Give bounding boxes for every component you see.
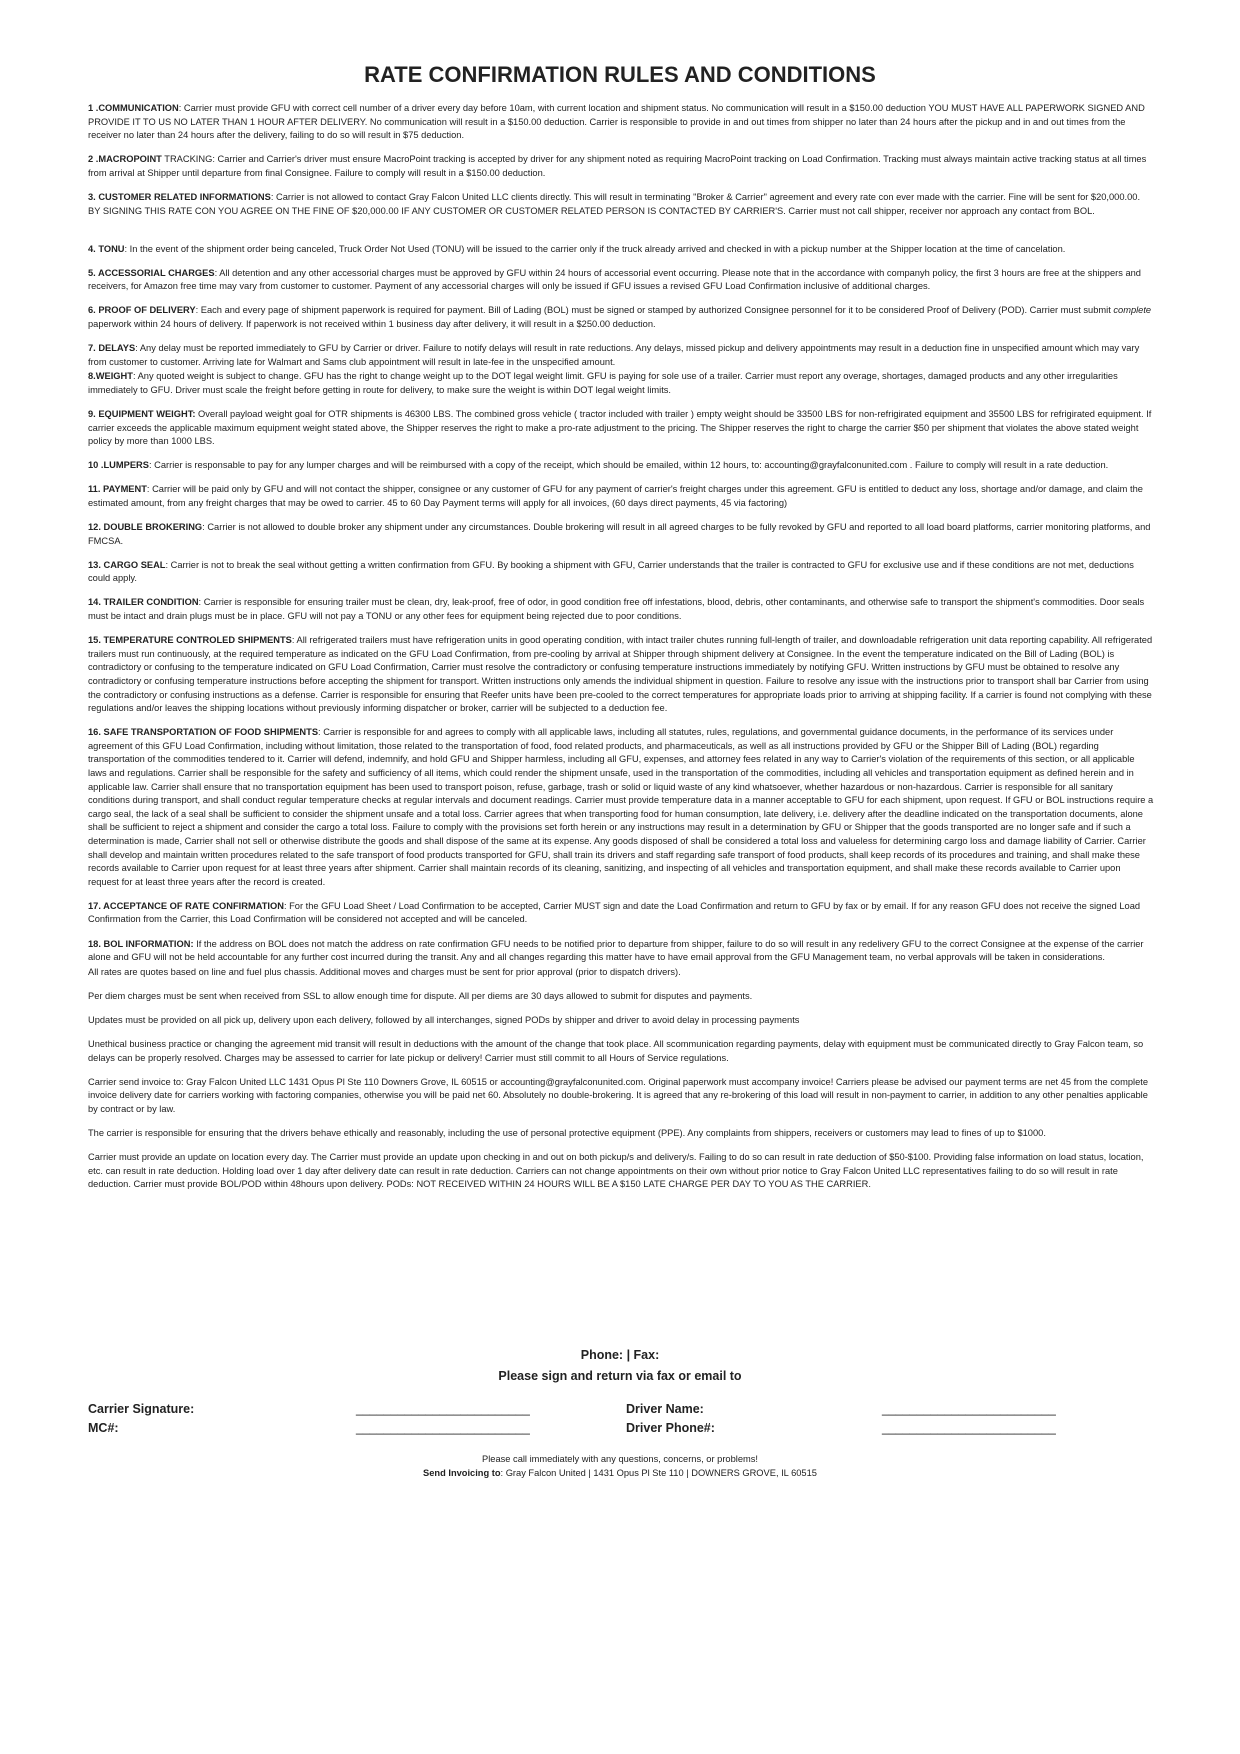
section-temperature-controlled: [88, 634, 1154, 716]
mc-label: MC#:: [88, 1421, 119, 1435]
paragraph-unethical-practice: Unethical business practice or changing the agreement mid transit will result in deductions with the amount of the change that took place. All scommunication regarding payments, delay with equipment must be communicated directly to Gray Falcon team, so delays can be properly resolved. Charges may be assessed to carrier for late pickup or delivery! Carrier must still commit to all Hours of Service regulations.: [88, 1038, 1144, 1063]
signature-block: [88, 1400, 1088, 1438]
section-text-italic: complete: [1113, 305, 1152, 316]
phone-fax: Phone: | Fax:: [580, 1348, 660, 1362]
section-heading: 18. BOL INFORMATION:: [88, 938, 194, 949]
section-heading: 2 .MACROPOINT: [88, 154, 162, 165]
page-title: RATE CONFIRMATION RULES AND CONDITIONS: [364, 62, 876, 87]
section-text: If the address on BOL does not match the address on rate confirmation GFU needs to be notified prior to departure from shipper, failure to do so will result in any redelivery GFU to the correct Consignee at the expense of the carrier alone and GFU will not be held accountable for any further cost incurred during the transit. Any and all changes regarding this matter have to have email approval from the GFU Management team, no verbal approvals will be taken in considerations.: [88, 938, 1144, 963]
section-text: : In the event of the shipment order being canceled, Truck Order Not Used (TONU) will be issued to the carrier only if the truck already arrived and checked in with a pickup number at the Shipper location at the time of cancelation.: [124, 243, 1066, 254]
section-text: : For the GFU Load Sheet / Load Confirmation to be accepted, Carrier MUST sign and date the Load Confirmation and return to GFU by fax or by email. If for any reason GFU does not receive the signed Load Confirmation from the Carrier, this Load Confirmation will be considered not accepted and will be canceled.: [88, 900, 1141, 925]
section-text: TRACKING: Carrier and Carrier's driver must ensure MacroPoint tracking is accepted by driver for any shipment noted as requiring MacroPoint tracking on Load Confirmation. Tracking must always maintain active tracking status at all times from arrival at Shipper until departure from final Consignee. Failure to comply will result in a $150.00 deduction.: [88, 154, 1147, 178]
driver-name-label: Driver Name:: [626, 1402, 704, 1416]
section-heading: 14. TRAILER CONDITION: [88, 597, 199, 608]
section-heading: 17. ACCEPTANCE OF RATE CONFIRMATION: [88, 900, 284, 911]
section-heading: 11. PAYMENT: [88, 484, 147, 495]
section-heading: 1 .COMMUNICATION: [88, 103, 179, 113]
section-equipment-weight: [88, 408, 1154, 449]
carrier-signature-label: Carrier Signature:: [88, 1402, 195, 1416]
section-text: paperwork within 24 hours of delivery. If paperwork is not received within 1 business day after delivery, it will result in a $250.00 deduction.: [88, 319, 656, 330]
invoicing-address: : Gray Falcon United | 1431 Opus Pl Ste 110 | DOWNERS GROVE, IL 60515: [500, 1468, 817, 1478]
invoicing-line: [0, 1466, 1240, 1480]
section-text: : Carrier is not allowed to double broker any shipment under any circumstances. Double brokering will result in all agreed charges to be fully revoked by GFU and reported to all load board platforms, carrier monitoring platforms, and FMCSA.: [88, 522, 1151, 546]
driver-phone-line[interactable]: _________________________: [882, 1421, 1056, 1435]
section-text: : Any delay must be reported immediately to GFU by Carrier or driver. Failure to notify delays will result in rate reductions. Any delays, missed pickup and delivery appointments may result in a deduction fine in unspecified amount which may vary from customer to customer. Arriving late for Walmart and Sams club appointment will result in late-fee in the unspecified amount.: [88, 343, 1140, 367]
mc-line[interactable]: _________________________: [356, 1421, 530, 1435]
signature-row: [88, 1419, 1088, 1438]
section-text: : Carrier must provide GFU with correct cell number of a driver every day before 10am, with current location and shipment status. No communication will result in a $150.00 deduction YOU MUST HAVE ALL PAPERWORK SIGNED AND PROVIDE IT TO US NO LATER THAN 1 HOUR AFTER DELIVERY. No communication will result in a $150.00 deduction. Carrier is responsible to provide in and out times from shipper no later than 24 hours after the pickup and in and out times from the receiver no later than 24 hours after the delivery, failing to do so will result in $75 deduction.: [88, 103, 1145, 141]
carrier-signature-line[interactable]: _________________________: [356, 1402, 530, 1416]
footer: [0, 1452, 1240, 1480]
section-text: : Carrier will be paid only by GFU and will not contact the shipper, consignee or any customer of GFU for any payment of carrier's freight charges under this agreement. GFU is entitled to deduct any loss, shortage and/or damage, and claim the estimated amount, from any freight charges that may be owed to carrier. 45 to 60 Day Payment terms will apply for all invoices, (60 days direct payments, 45 via factoring): [88, 484, 1143, 508]
section-text: : Carrier is responsable to pay for any lumper charges and will be reimbursed with a copy of the receipt, which should be emailed, within 12 hours, to: accounting@grayfalconunited.com . Failure to comply will result in a rate deduction.: [148, 460, 1109, 471]
section-bol-information: [88, 938, 1154, 965]
section-double-brokering: [88, 521, 1154, 548]
section-text: : Each and every page of shipment paperwork is required for payment. Bill of Lading (BOL) must be signed or stamped by authorized Consignee personnel for it to be considered Proof of Delivery (POD). Carrier must submit: [195, 305, 1114, 316]
invoicing-label: Send Invoicing to: [423, 1468, 501, 1478]
return-note: Please sign and return via fax or email to: [498, 1369, 742, 1383]
section-acceptance: [88, 900, 1154, 927]
section-heading: 8.WEIGHT: [88, 371, 133, 382]
section-heading: 13. CARGO SEAL: [88, 559, 166, 570]
section-tonu: [88, 243, 1154, 257]
signature-row: [88, 1400, 1088, 1419]
section-text: : All detention and any other accessorial charges must be approved by GFU within 24 hours of accessorial event occurring. Please note that in the accordance with companyh policy, the first 3 hours are free at the shippers and receivers, for Amazon free time may vary from customer to customer. Payment of any accessorial charges will only be issued if GFU issues a revised GFU Load Confirmation inclusive of additional charges.: [88, 267, 1141, 292]
section-text: : Carrier is not allowed to contact Gray Falcon United LLC clients directly. This will result in terminating "Broker & Carrier" agreement and every rate con ever made with the carrier. Fine will be sent for $20,000.00. BY SIGNING THIS RATE CON YOU AGREE ON THE FINE OF $20,000.00 IF ANY CUSTOMER OR CUSTOMER RELATED PERSON IS CONTACTED BY CARRIER'S. Carrier must not call shipper, receiver nor approach any contact from BOL.: [88, 191, 1141, 216]
section-text: Overall payload weight goal for OTR shipments is 46300 LBS. The combined gross vehicle ( tractor included with trailer ) empty weight should be 33500 LBS for non-refrigirated equipment and 35500 LBS for refrigirated equipment. If carrier exceeds the applicable maximum equipment weight stated above, the Shipper reserves the right to make a pro-rate adjustment to the pricing. The Shipper reserves the right to charge the carrier $50 per shipment that violates the above stated weight policy by more than 1000 LBS.: [88, 409, 1152, 447]
section-heading: 10 .LUMPERS: [88, 460, 149, 471]
paragraph-invoice: Carrier send invoice to: Gray Falcon United LLC 1431 Opus Pl Ste 110 Downers Grove, IL 60515 or accounting@grayfalconunited.com. Original paperwork must accompany invoice! Carriers please be advised our payment terms are net 45 from the complete invoice delivery date for carriers working with factoring companies, otherwise you will be paid net 60. Absolutely no double-brokering. It is agreed that any re-brokering of this load will result in non-payment to carrier, in addition to any other penalties applicable by contract or by law.: [88, 1076, 1148, 1114]
section-heading: 16. SAFE TRANSPORTATION OF FOOD SHIPMENTS: [88, 727, 319, 738]
section-weight: [88, 370, 1154, 397]
section-text: : All refrigerated trailers must have refrigeration units in good operating condition, with intact trailer chutes running full-length of trailer, and downloadable refrigeration unit data reporting capability. All refrigerated trailers must run continuously, at the required temperature as indicated on the GFU Load Confirmation, from pre-cooling by arrival at Shipper through shipment delivery at Consignee. In the event the temperature indicated on the Bill of Lading (BOL) is contradictory or confusing to the temperature indicated on GFU Load Confirmation, Carrier must resolve the contradictory or confusing temperature instructions immediately by notifying GFU. Written instructions by GFU must be obtained to resolve any contradictory or confusing temperature instructions before accepting the shipment for transport. Written instructions only amends the individual shipment in question. Failure to resolve any issue with the instructions prior to transport shall bar Carrier from using the contradictory or confusing instructions as a defense. Carrier is responsible for ensuring that Reefer units have been pre-cooled to the correct temperatures for appropriate loads prior to arriving at shipping facility. If a carrier is found not complying with these regulations and/or leaves the shipping locations without previously informing dispatcher or broker, carrier will be subjected to a deduction fee.: [88, 635, 1153, 714]
section-heading: 15. TEMPERATURE CONTROLED SHIPMENTS: [88, 635, 292, 646]
paragraph-updates: Updates must be provided on all pick up, delivery upon each delivery, followed by all interchanges, signed PODs by shipper and driver to avoid delay in processing payments: [88, 1014, 800, 1025]
section-proof-of-delivery: [88, 304, 1154, 331]
section-heading: 5. ACCESSORIAL CHARGES: [88, 267, 215, 278]
section-delays: [88, 342, 1154, 369]
section-payment: [88, 483, 1154, 510]
section-heading: 7. DELAYS: [88, 343, 136, 354]
section-trailer-condition: [88, 596, 1154, 623]
contact-block: [0, 1345, 1240, 1387]
section-food-safety: [88, 726, 1154, 889]
section-macropoint: [88, 153, 1154, 180]
section-cargo-seal: [88, 559, 1154, 586]
section-heading: 3. CUSTOMER RELATED INFORMATIONS: [88, 191, 271, 202]
section-lumpers: [88, 459, 1154, 473]
section-communication: [88, 102, 1154, 143]
paragraph-ppe: The carrier is responsible for ensuring that the drivers behave ethically and reasonably, including the use of personal protective equipment (PPE). Any complaints from shippers, receivers or customers may lead to fines of up to $1000.: [88, 1127, 1046, 1138]
section-heading: 4. TONU: [88, 243, 125, 254]
section-heading: 6. PROOF OF DELIVERY: [88, 305, 196, 316]
section-accessorial: [88, 267, 1154, 294]
section-text: : Carrier is responsible for and agrees to comply with all applicable laws, including all statutes, rules, regulations, and governmental guidance documents, in the performance of its services under agreement of this GFU Load Confirmation, including without limitation, those related to the transportation of food, food related products, and pharmaceuticals, as well as all instructions provided by GFU or the Shipper Bill of Lading (BOL) regarding transportation of the commodities tendered to it. Carrier will defend, indemnify, and hold GFU and Shipper harmless, including all GFU, expenses, and attorney fees related in any way to Carrier's violation of the requirements of this section, or all applicable laws and regulations. Carrier shall be responsible for the safety and sufficiency of all items, which could render the shipment unsafe, used in the transportation of the commodities, including all vehicles and transportation equipment as defined herein and in applicable law. Carrier shall ensure that no transportation equipment has been used to transport poison, refuse, garbage, trash or solid or liquid waste of any kind whatsoever, whether hazardous or non-hazardous. Carrier is responsible for all sanitary conditions during transport, and shall conduct regular temperature checks at regular intervals and document readings. Carrier must provide temperature data in a manner acceptable to GFU for each shipment, upon request. If GFU or BOL instructions require a cargo seal, the lack of a seal shall be sufficient to consider the shipment unsafe and a total loss. Carrier agrees that when transporting food for human consumption, late delivery, i.e. delivery after the deadline indicated on the transportation documents, alone shall be sufficient to reject a shipment and consider the cargo a total loss. Failure to comply with the provisions set forth herein or any instructions may result in a determination by GFU or Shipper that the goods transported are no longer safe and if such a determination is made, Carrier shall not sell or otherwise distribute the goods and shall dispose of the same at its expense. Any goods disposed of shall be considered a total loss and valueless for determining cargo loss and damage liability of Carrier. Carrier shall develop and maintain written procedures related to the safe transport of food products transported for GFU, shall train its drivers and staff regarding safe transport of food products, shall keep records of its procedures and training, and shall make these records available to Carrier upon request for at least three years after shipment. Carrier shall maintain records of its cleaning, sanitizing, and inspecting of all vehicles and transportation equipment, and shall make these records available to Carrier upon request for at least three years after the record is created.: [88, 727, 1154, 887]
section-text: : Carrier is not to break the seal without getting a written confirmation from GFU. By booking a shipment with GFU, Carrier understands that the trailer is contracted to GFU for exclusive use and if these conditions are not met, deductions could apply.: [88, 559, 1134, 584]
paragraph-rates: All rates are quotes based on line and fuel plus chassis. Additional moves and charges must be sent for prior approval (prior to dispatch drivers).: [88, 966, 681, 977]
driver-name-line[interactable]: _________________________: [882, 1402, 1056, 1416]
conditions-body: [88, 102, 1154, 1202]
driver-phone-label: Driver Phone#:: [626, 1421, 715, 1435]
section-text: : Any quoted weight is subject to change. GFU has the right to change weight up to the DOT legal weight limit. GFU is paying for sole use of a trailer. Carrier must report any overage, shortages, damaged products and any other irregularities immediately to GFU. Driver must scale the freight before getting in route for delivery, to make sure the weight is within DOT legal weight limits.: [88, 371, 1118, 395]
paragraph-location-updates: Carrier must provide an update on location every day. The Carrier must provide an update upon checking in and out on both pickup/s and delivery/s. Failing to do so can result in rate deduction of $50-$100. Providing false information on load status, location, etc. can result in rate deduction. Holding load over 1 day after delivery date can result in rate deduction. Carriers can not change appointments on their own without prior notice to Gray Falcon United LLC representatives failing to do so will result in rate deduction. Carrier must provide BOL/POD within 48hours upon delivery. PODs: NOT RECEIVED WITHIN 24 HOURS WILL BE A $150 LATE CHARGE PER DAY TO YOU AS THE CARRIER.: [88, 1152, 1144, 1190]
section-customer-info: [88, 191, 1154, 218]
paragraph-per-diem: Per diem charges must be sent when received from SSL to allow enough time for dispute. All per diems are 30 days allowed to submit for disputes and payments.: [88, 990, 753, 1001]
call-note: Please call immediately with any questions, concerns, or problems!: [482, 1454, 758, 1464]
spacer: [88, 229, 1154, 243]
section-text: : Carrier is responsible for ensuring trailer must be clean, dry, leak-proof, free of odor, in good condition free off infestations, blood, debris, other contaminants, and otherwise safe to transport the shipment's commodities. Door seals must be intact and drain plugs must be in place. GFU will not pay a TONU or any other fees for equipment being rejected due to poor conditions.: [88, 597, 1145, 622]
section-heading: 12. DOUBLE BROKERING: [88, 522, 203, 533]
section-heading: 9. EQUIPMENT WEIGHT:: [88, 409, 196, 419]
